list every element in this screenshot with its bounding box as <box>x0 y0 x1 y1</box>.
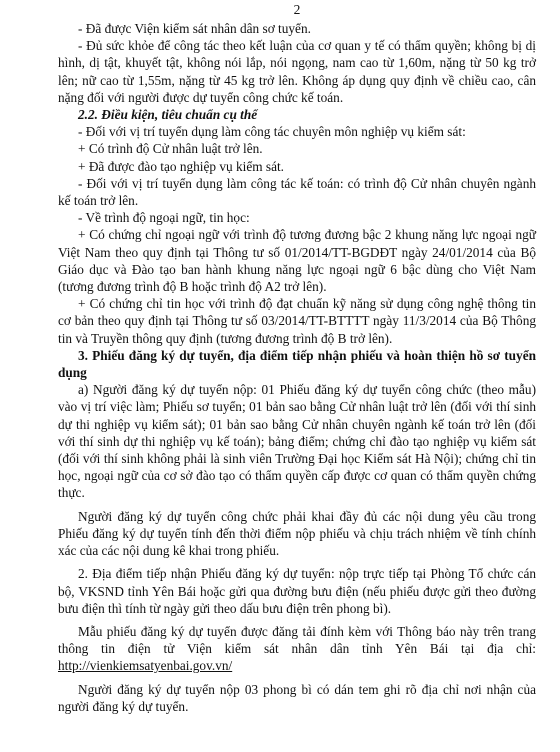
paragraph-envelopes: Người đăng ký dự tuyển nộp 03 phong bì có dán tem ghi rõ địa chỉ nơi nhận của người đăng ký dự tuyển. <box>58 681 536 714</box>
page-number: 2 <box>293 2 301 17</box>
paragraph-health-requirements: - Đủ sức khỏe để công tác theo kết luận của cơ quan y tế có thẩm quyền; không bị dị hình, dị tật, khuyết tật, không nói lắp, nói ngọng, nam cao từ 1,60m, nặng từ 50 kg trở lên; nữ cao từ 1,55m, nặng từ 45 kg trở lên. Không áp dụng quy định về chiều cao, cân nặng đối với người được dự tuyển công chức kế toán. <box>58 38 536 105</box>
website-link[interactable]: http://vienkiemsatyenbai.gov.vn/ <box>58 658 233 674</box>
heading-2-2-specific-conditions: 2.2. Điều kiện, tiêu chuẩn cụ thể <box>78 107 258 123</box>
paragraph-form-website <box>58 623 536 675</box>
paragraph-law-degree: + Có trình độ Cử nhân luật trở lên. <box>78 141 263 157</box>
paragraph-documents-required: a) Người đăng ký dự tuyển nộp: 01 Phiếu đăng ký dự tuyển công chức (theo mẫu) vào vị trí việc làm; Phiếu sơ tuyển; 01 bản sao bằng Cử nhân luật trở lên (đối với thí sinh dự thi nghiệp vụ kiểm sát); 01 bản sao bằng Cử nhân chuyên ngành kế toán trở lên (đối với thí sinh dự thi nghiệp vụ kế toán); bảng điểm; chứng chỉ đào tạo nghiệp vụ kiểm sát (đối với thí sinh không phải là sinh viên Trường Đại học Kiểm sát Hà Nội); chứng chỉ tin học, ngoại ngữ của cơ sở đào tạo có thẩm quyền cấp được cơ quan có thẩm quyền chứng thực. <box>58 382 536 501</box>
paragraph-preliminary-selection: - Đã được Viện kiểm sát nhân dân sơ tuyển. <box>78 21 311 36</box>
paragraph-submission-location: 2. Địa điểm tiếp nhận Phiếu đăng ký dự tuyển: nộp trực tiếp tại Phòng Tổ chức cán bộ, VKSND tỉnh Yên Bái hoặc gửi qua đường bưu điện (nếu phiếu được gửi theo đường bưu điện thì tính từ ngày gửi theo dấu bưu điện trên phong bì). <box>58 566 536 616</box>
paragraph-accounting-position: - Đối với vị trí tuyển dụng làm công tác kế toán: có trình độ Cử nhân chuyên ngành kế toán trở lên. <box>58 175 536 209</box>
paragraph-prosecution-training: + Đã được đào tạo nghiệp vụ kiểm sát. <box>78 158 284 174</box>
paragraph-language-it: - Về trình độ ngoại ngữ, tin học: <box>78 210 250 226</box>
form-website-text: Mẫu phiếu đăng ký dự tuyển được đăng tải đính kèm với Thông báo này trên trang thông tin điện tử Viện kiểm sát nhân dân tỉnh Yên Bái tại địa chỉ: <box>58 623 536 657</box>
heading-3-registration-form: 3. Phiếu đăng ký dự tuyển, địa điểm tiếp nhận phiếu và hoàn thiện hồ sơ tuyển dụng <box>58 347 536 381</box>
paragraph-prosecution-position: - Đối với vị trí tuyển dụng làm công tác chuyên môn nghiệp vụ kiểm sát: <box>78 124 466 140</box>
paragraph-language-certificate: + Có chứng chỉ ngoại ngữ với trình độ tương đương bậc 2 khung năng lực ngoại ngữ Việt Nam theo quy định tại Thông tư số 01/2014/TT-BGDĐT ngày 24/01/2014 của Bộ Giáo dục và Đào tạo ban hành khung năng lực ngoại ngữ 6 bậc dùng cho Việt Nam (tương đương trình độ B hoặc trình độ A2 trở lên). <box>58 227 536 295</box>
paragraph-declaration-responsibility: Người đăng ký dự tuyển công chức phải khai đầy đủ các nội dung yêu cầu trong Phiếu đăng ký dự tuyển tính đến thời điểm nộp phiếu và chịu trách nhiệm về tính chính xác của các nội dung kê khai trong phiếu. <box>58 508 536 559</box>
paragraph-it-certificate: + Có chứng chỉ tin học với trình độ đạt chuẩn kỹ năng sử dụng công nghệ thông tin cơ bản theo quy định tại Thông tư số 03/2014/TT-BTTTT ngày 11/3/2014 của Bộ Thông tin và Truyền thông quy định (tương đương trình độ B trở lên). <box>58 296 536 346</box>
